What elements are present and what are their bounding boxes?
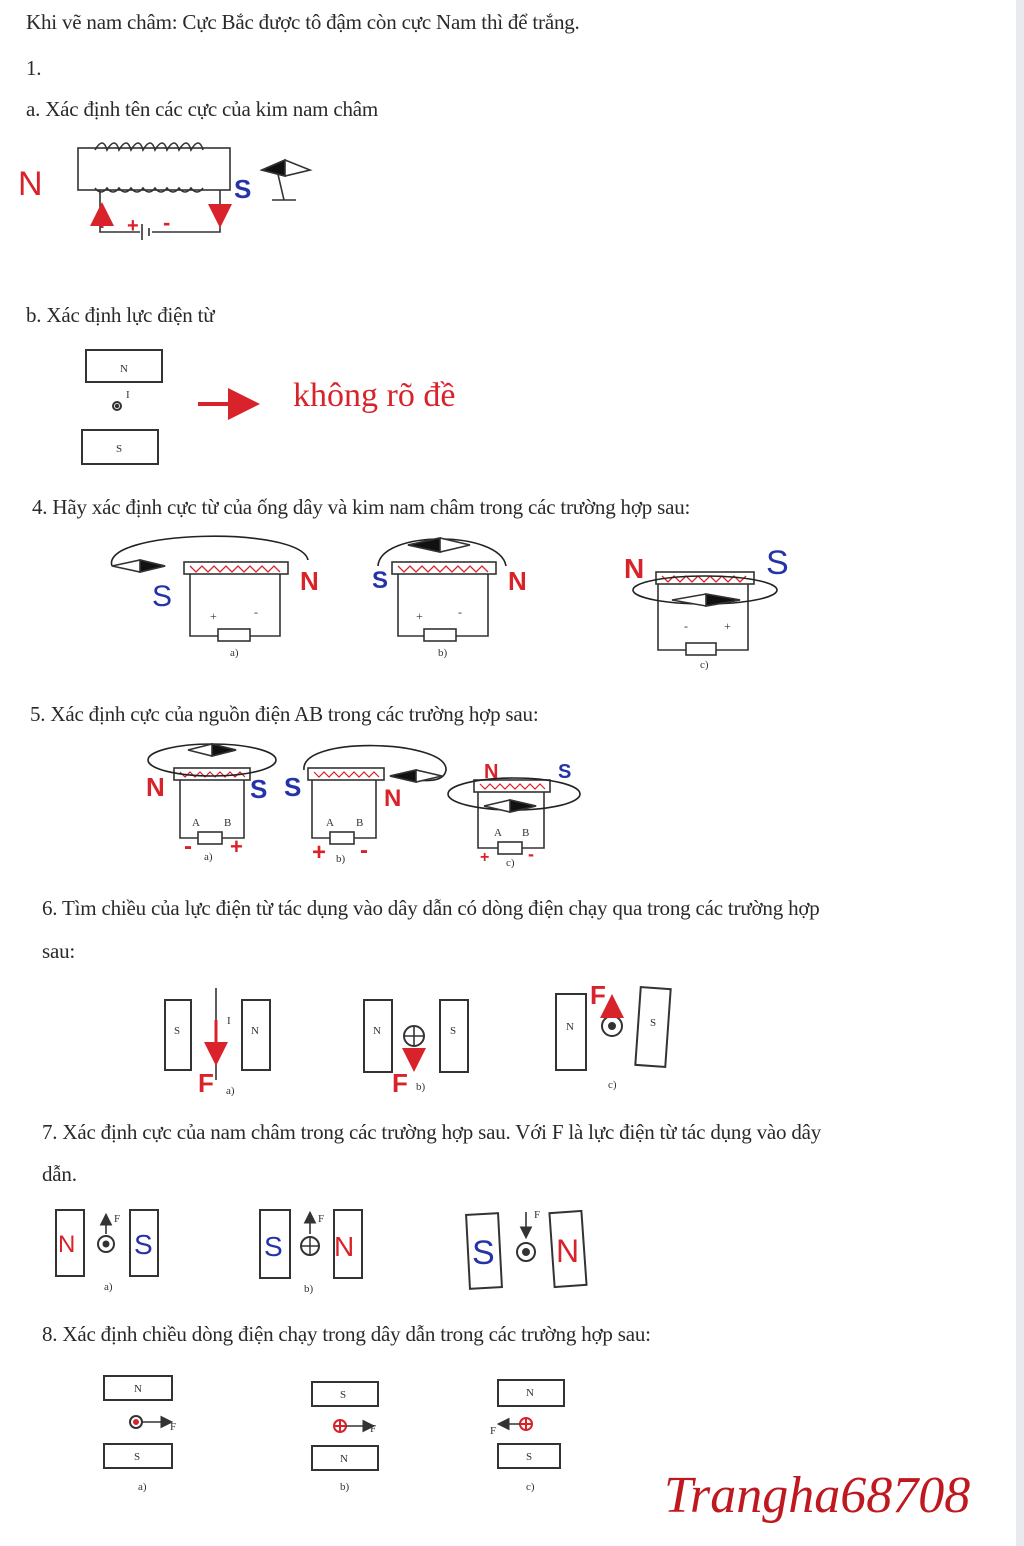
q6-fig-b-caption: b): [416, 1081, 426, 1093]
q8-fig-b-force: F: [370, 1423, 377, 1435]
q7-fig-a-caption: a): [104, 1281, 113, 1293]
q5-fig-a-right: S: [250, 774, 268, 804]
q4-fig-c-caption: c): [700, 659, 709, 671]
q5-fig-b-left: S: [284, 772, 302, 802]
q6-fig-c-right: S: [650, 1017, 657, 1029]
q6-fig-c-force: F: [590, 980, 606, 1010]
q1a-label-right: S: [234, 174, 252, 204]
q8-fig-b-top: S: [340, 1389, 347, 1401]
q8-fig-c-bottom: S: [526, 1451, 533, 1463]
q7-fig-c-force: F: [534, 1209, 541, 1221]
q5-fig-a-B: B: [224, 817, 232, 829]
q6-fig-c-left: N: [566, 1021, 574, 1033]
q5-fig-c-left: N: [484, 761, 499, 783]
q5-fig-b-B: B: [356, 817, 364, 829]
svg-text:-: -: [254, 605, 258, 619]
q5-fig-a-left: N: [146, 772, 165, 802]
svg-text:+: +: [724, 619, 731, 633]
q4-fig-c: [633, 572, 777, 655]
q7-fig-b-force: F: [318, 1213, 325, 1225]
q1a-plus: +: [127, 215, 139, 237]
q5-fig-c-A: A: [494, 827, 502, 839]
q7-fig-a-left: N: [58, 1231, 76, 1258]
q1b-magnet-top-label: N: [120, 363, 128, 375]
q4-fig-a-right: N: [300, 566, 319, 596]
q1a-minus: -: [163, 210, 171, 235]
q1a-label-left: N: [18, 165, 43, 203]
q7-fig-c-right: N: [556, 1233, 580, 1269]
q5-fig-a-A: A: [192, 817, 200, 829]
q8-fig-c-top: N: [526, 1387, 534, 1399]
q7-text-line2: dẫn.: [42, 1162, 77, 1186]
q7-fig-b-right: N: [334, 1231, 355, 1262]
q8-fig-b-caption: b): [340, 1481, 350, 1493]
q5-fig-b: [304, 746, 446, 844]
q6-fig-a-left: S: [174, 1025, 181, 1037]
q8-fig-a-bottom: S: [134, 1451, 141, 1463]
q8-fig-c-force: F: [490, 1425, 497, 1437]
q4-fig-c-left: N: [624, 553, 645, 584]
q6-fig-a-right: N: [251, 1025, 259, 1037]
q4-fig-a-caption: a): [230, 647, 239, 659]
q4-fig-b-caption: b): [438, 647, 448, 659]
q7-text-line1: 7. Xác định cực của nam châm trong các trường hợp sau. Với F là lực điện từ tác dụng vào dây: [42, 1120, 822, 1144]
q4-fig-b: [378, 538, 506, 641]
q1b-current-label: I: [126, 389, 130, 401]
q5-fig-a-a-sign: -: [184, 833, 192, 860]
q7-fig-b-left: S: [264, 1231, 283, 1262]
q8-fig-b-bottom: N: [340, 1453, 348, 1465]
q6-fig-b-force: F: [392, 1068, 408, 1098]
intro-text: Khi vẽ nam châm: Cực Bắc được tô đậm còn cực Nam thì để trắng.: [26, 10, 580, 34]
q4-fig-c-right: S: [766, 544, 789, 582]
q5-fig-b-caption: b): [336, 853, 346, 865]
q8-fig-c-caption: c): [526, 1481, 535, 1493]
q8-fig-a-top: N: [134, 1383, 142, 1395]
q7-fig-a-right: S: [134, 1229, 153, 1260]
q5-fig-b-b-sign: -: [360, 837, 368, 864]
q6-fig-a-caption: a): [226, 1085, 235, 1097]
q4-fig-b-left: S: [372, 567, 389, 594]
q5-fig-c-a-sign: +: [480, 849, 490, 866]
q8-text: 8. Xác định chiều dòng điện chạy trong dây dẫn trong các trường hợp sau:: [42, 1322, 651, 1346]
svg-text:-: -: [458, 605, 462, 619]
q4-fig-b-right: N: [508, 566, 527, 596]
q8-fig-a-caption: a): [138, 1481, 147, 1493]
q5-fig-b-a-sign: +: [312, 839, 327, 866]
q7-fig-b-caption: b): [304, 1283, 314, 1295]
q7-fig-c-left: S: [472, 1234, 495, 1272]
q6-fig-b-right: S: [450, 1025, 457, 1037]
q8-fig-a-force: F: [170, 1421, 177, 1433]
q5-text: 5. Xác định cực của nguồn điện AB trong các trường hợp sau:: [30, 702, 539, 726]
q6-fig-c-caption: c): [608, 1079, 617, 1091]
q5-fig-b-right: N: [384, 785, 402, 812]
q7-fig-a-force: F: [114, 1213, 121, 1225]
q4-fig-a: [111, 536, 308, 641]
q6-fig-a-force: F: [198, 1068, 214, 1098]
q1-number: 1.: [26, 56, 42, 80]
q1a-annotations: [102, 204, 220, 228]
q6-fig-b-left: N: [373, 1025, 381, 1037]
q5-fig-a-caption: a): [204, 851, 213, 863]
q5-fig-c-caption: c): [506, 857, 515, 869]
signature: Trangha68708: [664, 1467, 971, 1524]
q5-fig-c-right: S: [558, 761, 572, 783]
svg-text:+: +: [210, 609, 217, 623]
q5-fig-c-b-sign: -: [528, 844, 534, 864]
q4-fig-a-left: S: [152, 580, 173, 613]
q5-fig-c: [448, 778, 580, 854]
q5-fig-a-b-sign: +: [230, 834, 243, 859]
q1b-note: không rõ đề: [293, 377, 456, 414]
svg-text:-: -: [684, 619, 688, 633]
q6-text-line2: sau:: [42, 939, 76, 963]
q1a-text: a. Xác định tên các cực của kim nam châm: [26, 97, 379, 121]
q1b-text: b. Xác định lực điện từ: [26, 303, 215, 327]
q5-fig-c-B: B: [522, 827, 530, 839]
q1a-figure: [78, 143, 310, 240]
q5-fig-b-A: A: [326, 817, 334, 829]
q6-text-line1: 6. Tìm chiều của lực điện từ tác dụng vào dây dẫn có dòng điện chạy qua trong các trường hợp: [42, 896, 820, 920]
svg-text:+: +: [416, 609, 423, 623]
q4-text: 4. Hãy xác định cực từ của ống dây và kim nam châm trong các trường hợp sau:: [32, 495, 691, 519]
q1b-magnet-bottom-label: S: [116, 443, 123, 455]
q6-fig-a-current: I: [227, 1015, 231, 1027]
